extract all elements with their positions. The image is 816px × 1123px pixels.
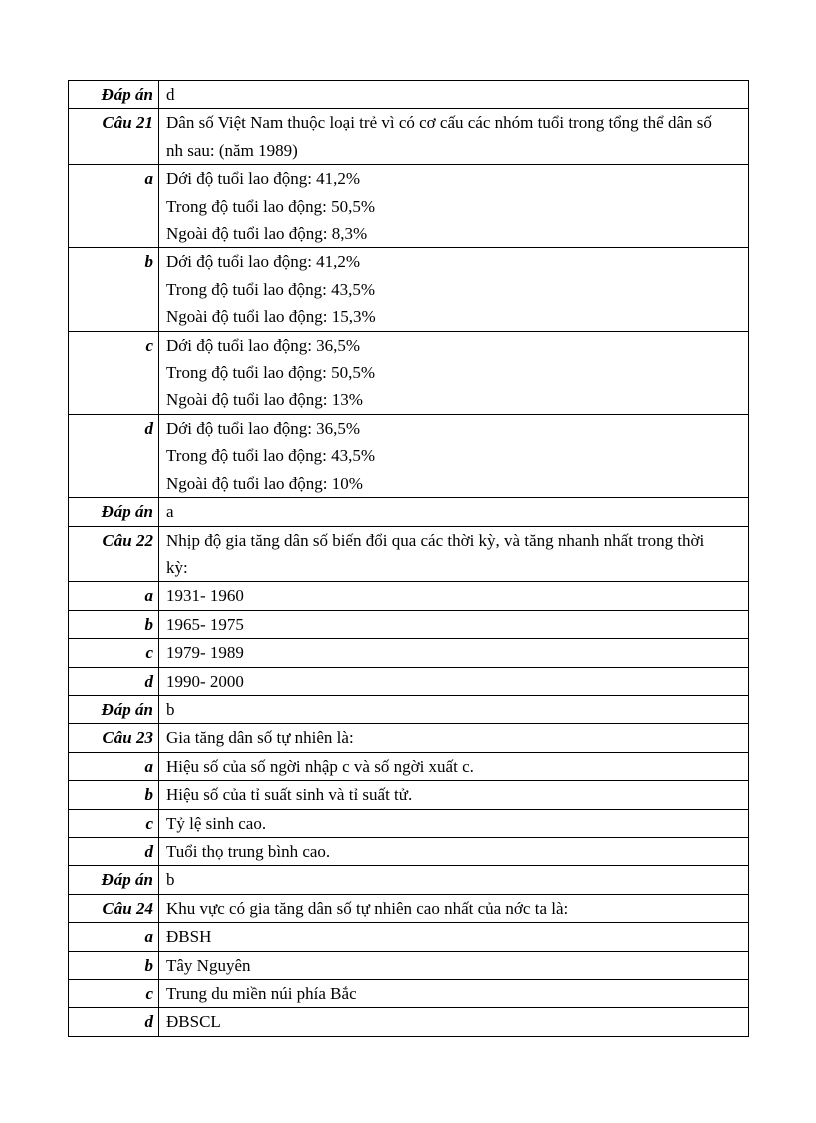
table-row — [69, 894, 749, 922]
table-row — [69, 837, 749, 865]
table-row — [69, 866, 749, 894]
table-row — [69, 639, 749, 667]
table-row — [69, 610, 749, 638]
table-row — [69, 695, 749, 723]
row-label: Câu 21 — [69, 109, 159, 165]
row-label: Câu 23 — [69, 724, 159, 752]
row-content — [159, 695, 749, 723]
content-line: 1965- 1975 — [166, 614, 244, 634]
row-content — [159, 752, 749, 780]
row-content — [159, 610, 749, 638]
row-label: Đáp án — [69, 695, 159, 723]
row-label: a — [69, 923, 159, 951]
content-line: Trong độ tuổi lao động: 43,5% — [166, 279, 376, 299]
content-line: b — [166, 699, 175, 719]
row-content — [159, 809, 749, 837]
content-line: Trung du miền núi phía Bắc — [166, 984, 357, 1003]
qa-table-body — [69, 81, 749, 1037]
table-row — [69, 667, 749, 695]
table-row — [69, 414, 749, 497]
content-line: Dới độ tuổi lao động: 36,5% — [166, 418, 361, 438]
content-line: Dân số Việt Nam thuộc loại trẻ vì có cơ cấu các nhóm tuổi trong tổng thể dân số nh sau: (năm 1989) — [166, 113, 712, 160]
row-content — [159, 248, 749, 331]
row-content — [159, 498, 749, 526]
table-row — [69, 582, 749, 610]
table-row — [69, 781, 749, 809]
content-line: Trong độ tuổi lao động: 50,5% — [166, 363, 376, 383]
table-row — [69, 923, 749, 951]
row-content — [159, 165, 749, 248]
row-content — [159, 923, 749, 951]
row-content — [159, 724, 749, 752]
row-content — [159, 781, 749, 809]
content-line: ĐBSH — [166, 927, 212, 947]
row-content — [159, 980, 749, 1008]
content-line: Dới độ tuổi lao động: 41,2% — [166, 169, 361, 189]
row-label: Câu 24 — [69, 894, 159, 922]
row-label: Đáp án — [69, 81, 159, 109]
row-label: c — [69, 331, 159, 414]
row-content — [159, 526, 749, 582]
content-line: Hiệu số của số ngời nhập c và số ngời xuất c. — [166, 756, 474, 776]
row-content — [159, 331, 749, 414]
table-row — [69, 809, 749, 837]
row-label: Đáp án — [69, 866, 159, 894]
content-line: a — [166, 502, 174, 522]
content-line: Ngoài độ tuổi lao động: 15,3% — [166, 307, 376, 327]
row-content — [159, 81, 749, 109]
table-row — [69, 165, 749, 248]
row-content — [159, 667, 749, 695]
table-row — [69, 1008, 749, 1036]
content-line: 1979- 1989 — [166, 643, 244, 663]
content-line: Dới độ tuổi lao động: 41,2% — [166, 252, 361, 272]
row-label: d — [69, 837, 159, 865]
content-line: Tuổi thọ trung bình cao. — [166, 841, 331, 861]
row-label: b — [69, 610, 159, 638]
content-line: Khu vực có gia tăng dân số tự nhiên cao nhất của nớc ta là: — [166, 898, 569, 918]
row-label: a — [69, 752, 159, 780]
table-row — [69, 980, 749, 1008]
table-row — [69, 498, 749, 526]
row-content — [159, 639, 749, 667]
row-content — [159, 1008, 749, 1036]
row-label: d — [69, 414, 159, 497]
content-line: Dới độ tuổi lao động: 36,5% — [166, 335, 361, 355]
content-line: d — [166, 85, 175, 104]
table-row — [69, 109, 749, 165]
row-content — [159, 951, 749, 979]
row-label: c — [69, 809, 159, 837]
content-line: b — [166, 870, 175, 890]
table-row — [69, 752, 749, 780]
content-line: Ngoài độ tuổi lao động: 8,3% — [166, 224, 368, 244]
table-row — [69, 331, 749, 414]
content-line: Nhịp độ gia tăng dân số biến đổi qua các thời kỳ, và tăng nhanh nhất trong thời kỳ: — [166, 530, 705, 577]
table-row — [69, 81, 749, 109]
content-line: Hiệu số của tỉ suất sinh và tỉ suất tử. — [166, 785, 413, 805]
content-line: Tây Nguyên — [166, 955, 251, 975]
row-label: b — [69, 781, 159, 809]
table-row — [69, 248, 749, 331]
content-line: Tỷ lệ sinh cao. — [166, 813, 267, 833]
row-content — [159, 866, 749, 894]
row-label: b — [69, 248, 159, 331]
row-label: d — [69, 667, 159, 695]
row-label: a — [69, 165, 159, 248]
row-content — [159, 837, 749, 865]
row-content — [159, 894, 749, 922]
content-line: ĐBSCL — [166, 1012, 221, 1032]
content-line: 1931- 1960 — [166, 586, 244, 606]
row-label: a — [69, 582, 159, 610]
table-row — [69, 724, 749, 752]
content-line: Trong độ tuổi lao động: 50,5% — [166, 196, 376, 216]
qa-table — [68, 80, 749, 1037]
content-line: 1990- 2000 — [166, 671, 244, 691]
content-line: Gia tăng dân số tự nhiên là: — [166, 728, 354, 748]
row-label: Đáp án — [69, 498, 159, 526]
content-line: Trong độ tuổi lao động: 43,5% — [166, 446, 376, 466]
row-label: c — [69, 980, 159, 1008]
row-content — [159, 414, 749, 497]
content-line: Ngoài độ tuổi lao động: 13% — [166, 390, 363, 410]
row-label: c — [69, 639, 159, 667]
row-label: d — [69, 1008, 159, 1036]
table-row — [69, 951, 749, 979]
row-label: Câu 22 — [69, 526, 159, 582]
table-row — [69, 526, 749, 582]
row-label: b — [69, 951, 159, 979]
content-line: Ngoài độ tuổi lao động: 10% — [166, 473, 363, 493]
row-content — [159, 582, 749, 610]
row-content — [159, 109, 749, 165]
